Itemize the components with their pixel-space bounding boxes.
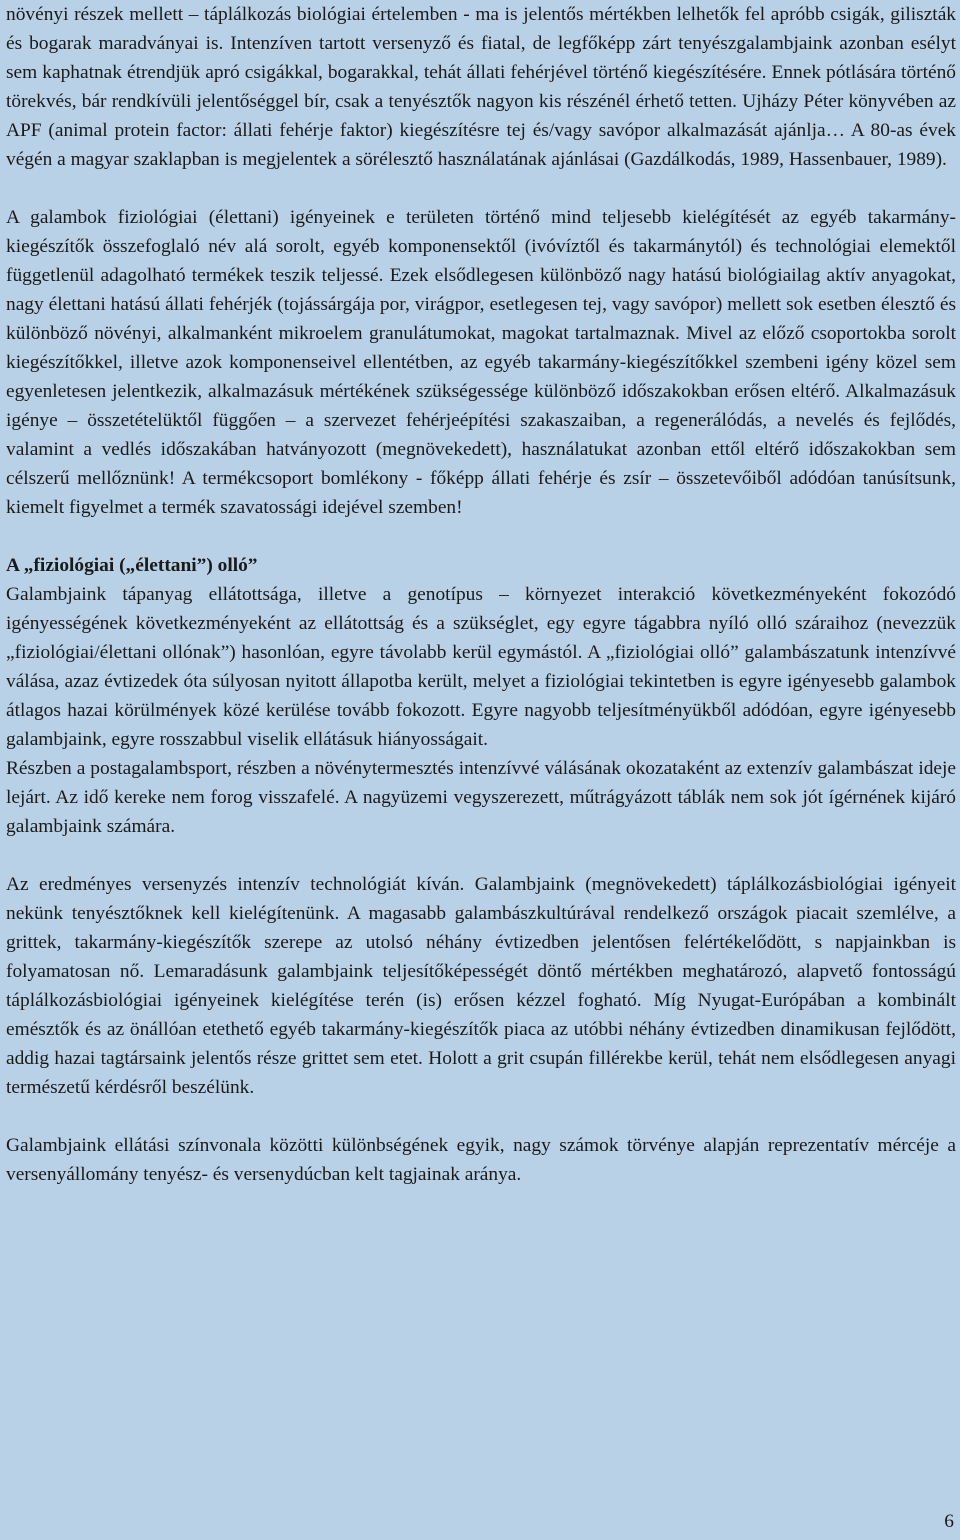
section-heading: A „fiziológiai („élettani”) olló” (6, 555, 258, 576)
paragraph-intensive-technology: Az eredményes versenyzés intenzív technológiát kíván. Galambjaink (megnövekedett) táplálkozásbiológiai igényeit nekünk tenyésztőknek kell kielégítenünk. A magasabb galambászkultúrával rendelkező országok piacait szemlélve, a grittek, takarmány-kiegészítők szerepe az utolsó néhány évtizedben jelentősen felértékelődött, s napjainkban is folyamatosan nő. Lemaradásunk galambjaink teljesítőképességét döntő mértékben meghatározó, alapvető fontosságú táplálkozásbiológiai igényeinek kielégítése terén (is) erősen kézzel fogható. Míg Nyugat-Európában a kombinált emésztők és az önállóan etethető egyéb takarmány-kiegészítők piaca az utóbbi néhány évtizedben dinamikusan fejlődött, addig hazai tagtársaink jelentős része grittet sem etet. Holott a grit csupán fillérekbe kerül, tehát nem elsődlegesen anyagi természetű kérdésről beszélünk. (6, 874, 956, 1098)
paragraph-spacer (6, 522, 956, 551)
paragraph-physiological-gap: Galambjaink tápanyag ellátottsága, illetve a genotípus – környezet interakció következményeként fokozódó igényességének következményeként az ellátottság és a szükséglet, egy egyre tágabbra nyíló olló száraihoz (nevezzük „fiziológiai/élettani ollónak”) hasonlóan, egyre távolabb kerül egymástól. A „fiziológiai olló” galambászatunk intenzívvé válása, azaz évtizedek óta súlyosan nyitott állapotba került, melyet a fiziológiai tekintetben is egyre igényesebb galambok átlagos hazai körülmények közé kerülése tovább fokozott. Egyre nagyobb teljesítményükből adódóan, egyre igényesebb galambjaink, egyre rosszabbul viselik ellátásuk hiányosságait. (6, 584, 956, 750)
paragraph-spacer (6, 174, 956, 203)
paragraph-spacer (6, 841, 956, 870)
paragraph-feeding-history: növényi részek mellett – táplálkozás biológiai értelemben - ma is jelentős mértékben lelhetők fel apróbb csigák, giliszták és bogarak maradványai is. Intenzíven tartott versenyző és fiatal, de legfőképp zárt tenyészgalambjaink azonban esélyt sem kaphatnak étrendjük apró csigákkal, bogarakkal, tehát állati fehérjével történő kiegészítésére. Ennek pótlására történő törekvés, bár rendkívüli jelentőséggel bír, csak a tenyésztők nagyon kis részénél érhető tetten. Ujházy Péter könyvében az APF (animal protein factor: állati fehérje faktor) kiegészítésre tej és/vagy savópor alkalmazását ajánlja… A 80-as évek végén a magyar szaklapban is megjelentek a sörélesztő használatának ajánlásai (Gazdálkodás, 1989, Hassenbauer, 1989). (6, 4, 956, 170)
page-number: 6 (944, 1511, 954, 1532)
paragraph-supply-level: Galambjaink ellátási színvonala közötti különbségének egyik, nagy számok törvénye alapján reprezentatív mércéje a versenyállomány tenyész- és versenydúcban kelt tagjainak aránya. (6, 1135, 956, 1185)
document-body (6, 0, 956, 1189)
paragraph-spacer (6, 1102, 956, 1131)
paragraph-extensive-era: Részben a postagalambsport, részben a növénytermesztés intenzívvé válásának okozataként az extenzív galambászat ideje lejárt. Az idő kereke nem forog visszafelé. A nagyüzemi vegyszerezett, műtrágyázott táblák nem sok jót ígérnének kijáró galambjaink számára. (6, 758, 956, 837)
paragraph-supplements: A galambok fiziológiai (élettani) igényeinek e területen történő mind teljesebb kielégítését az egyéb takarmány-kiegészítők összefoglaló név alá sorolt, egyéb komponensektől (ivóvíztől és takarmánytól) és technológiai elemektől függetlenül adagolható termékek teszik teljessé. Ezek elsődlegesen különböző nagy hatású biológiailag aktív anyagokat, nagy élettani hatású állati fehérjék (tojássárgája por, virágpor, esetlegesen tej, vagy savópor) mellett sok esetben élesztő és különböző növényi, alkalmanként mikroelem granulátumokat, magokat tartalmaznak. Mivel az előző csoportokba sorolt kiegészítőkkel, illetve azok komponenseivel ellentétben, az egyéb takarmány-kiegészítőkkel szembeni igény közel sem egyenletesen jelentkezik, alkalmazásuk mértékének szükségessége különböző időszakokban erősen eltérő. Alkalmazásuk igénye – összetételüktől függően – a szervezet fehérjeépítési szakaszaiban, a regenerálódás, a nevelés és fejlődés, valamint a vedlés időszakában hatványozott (megnövekedett), használatukat azonban ettől eltérő időszakokban sem célszerű mellőznünk! A termékcsoport bomlékony - főképp állati fehérje és zsír – összetevőiből adódóan tanúsítsunk, kiemelt figyelmet a termék szavatossági idejével szemben! (6, 207, 956, 518)
